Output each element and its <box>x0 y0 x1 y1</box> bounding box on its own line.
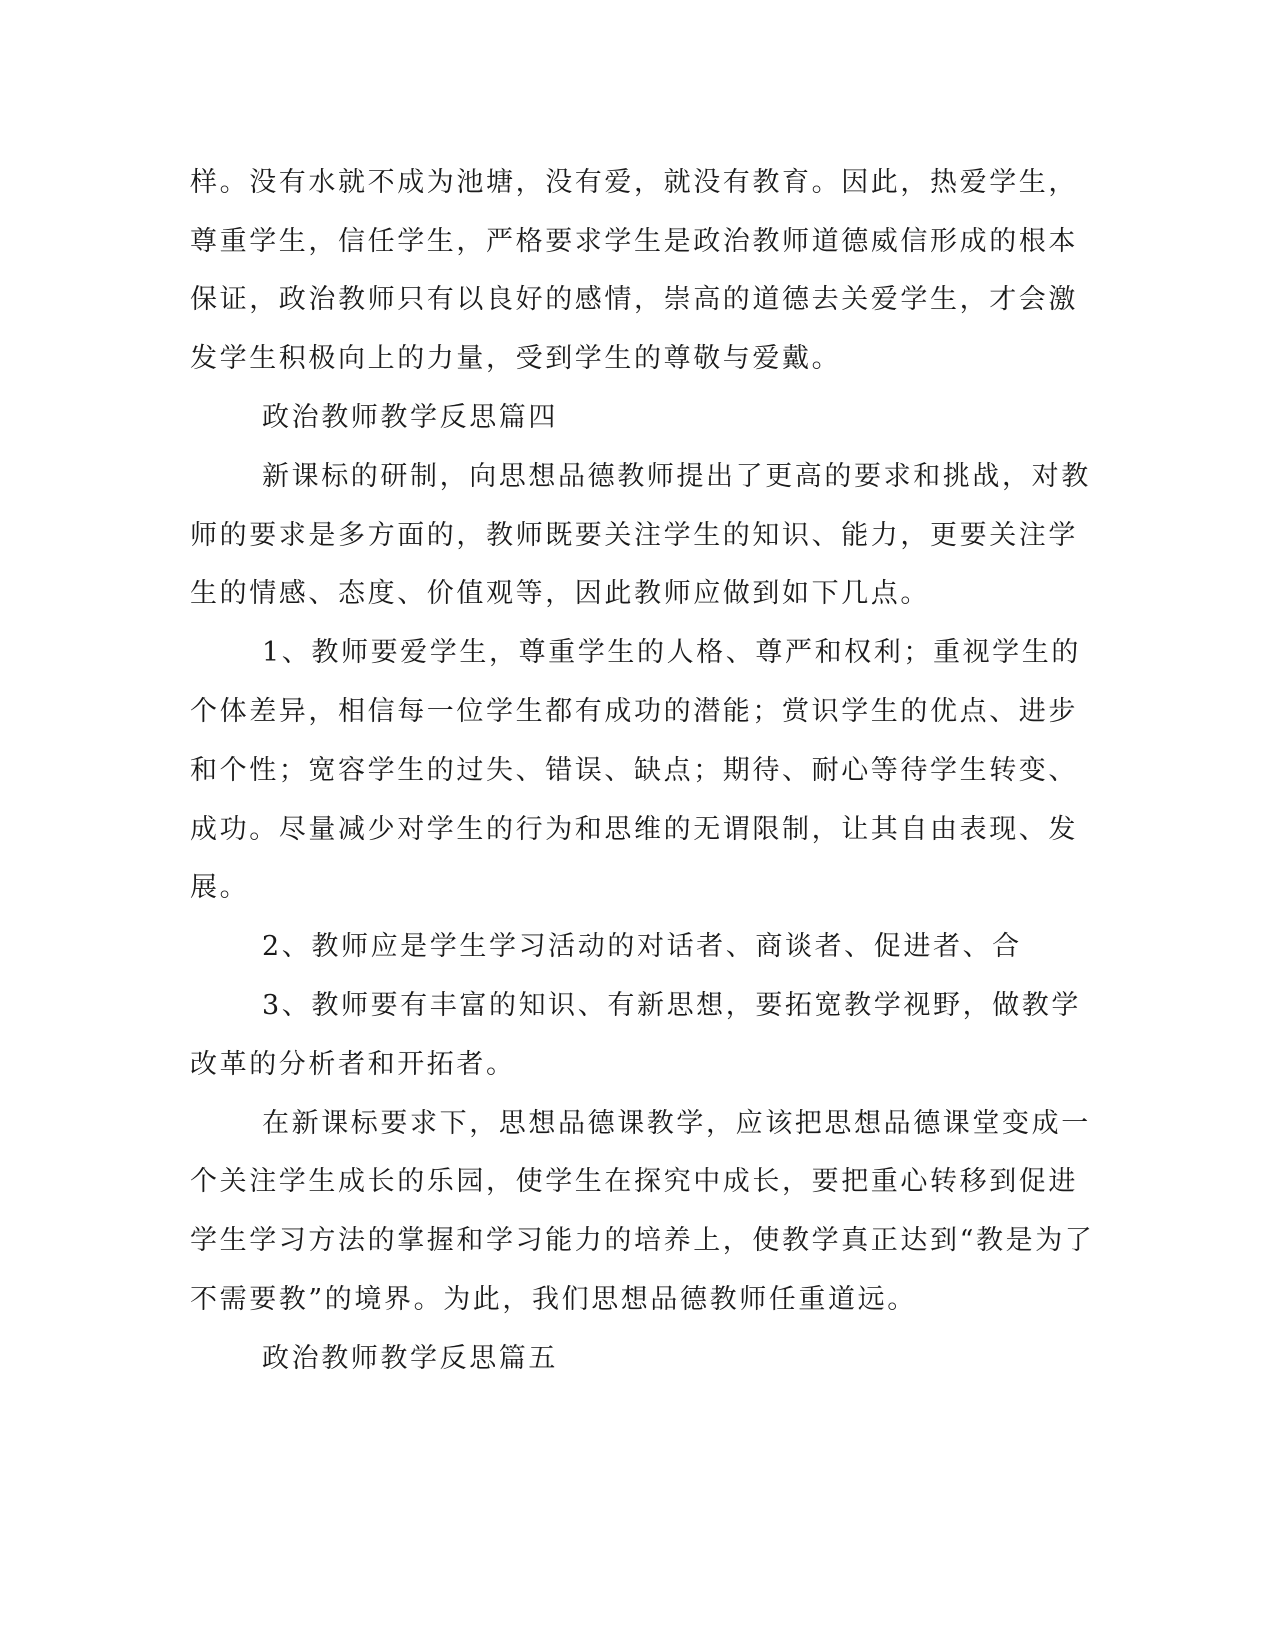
paragraph-line: 生的情感、态度、价值观等，因此教师应做到如下几点。 <box>190 578 930 609</box>
list-item-line: 展。 <box>190 872 250 903</box>
paragraph-line: 学生学习方法的掌握和学习能力的培养上，使教学真正达到“教是为了 <box>190 1225 1095 1256</box>
list-item-line: 成功。尽量减少对学生的行为和思维的无谓限制，让其自由表现、发 <box>190 814 1078 845</box>
paragraph-line: 保证，政治教师只有以良好的感情，崇高的道德去关爱学生，才会激 <box>190 284 1078 315</box>
list-item-line: 改革的分析者和开拓者。 <box>190 1049 516 1080</box>
paragraph-line: 发学生积极向上的力量，受到学生的尊敬与爱戴。 <box>190 343 842 374</box>
section-heading: 政治教师教学反思篇四 <box>262 402 558 433</box>
list-item-line: 3、教师要有丰富的知识、有新思想，要拓宽教学视野，做教学 <box>262 990 1081 1021</box>
list-item-line: 2、教师应是学生学习活动的对话者、商谈者、促进者、合 <box>262 931 1022 962</box>
section-heading: 政治教师教学反思篇五 <box>262 1343 558 1374</box>
paragraph-line: 不需要教”的境界。为此，我们思想品德教师任重道远。 <box>190 1284 917 1315</box>
paragraph-line: 尊重学生，信任学生，严格要求学生是政治教师道德威信形成的根本 <box>190 226 1078 257</box>
list-item-line: 个体差异，相信每一位学生都有成功的潜能；赏识学生的优点、进步 <box>190 696 1078 727</box>
paragraph-line: 新课标的研制，向思想品德教师提出了更高的要求和挑战，对教 <box>262 461 1091 492</box>
paragraph-line: 样。没有水就不成为池塘，没有爱，就没有教育。因此，热爱学生， <box>190 167 1078 198</box>
paragraph-line: 师的要求是多方面的，教师既要关注学生的知识、能力，更要关注学 <box>190 520 1078 551</box>
list-item-line: 和个性；宽容学生的过失、错误、缺点；期待、耐心等待学生转变、 <box>190 755 1078 786</box>
list-item-line: 1、教师要爱学生，尊重学生的人格、尊严和权利；重视学生的 <box>262 637 1081 668</box>
paragraph-line: 在新课标要求下，思想品德课教学，应该把思想品德课堂变成一 <box>262 1108 1091 1139</box>
paragraph-line: 个关注学生成长的乐园，使学生在探究中成长，要把重心转移到促进 <box>190 1166 1078 1197</box>
